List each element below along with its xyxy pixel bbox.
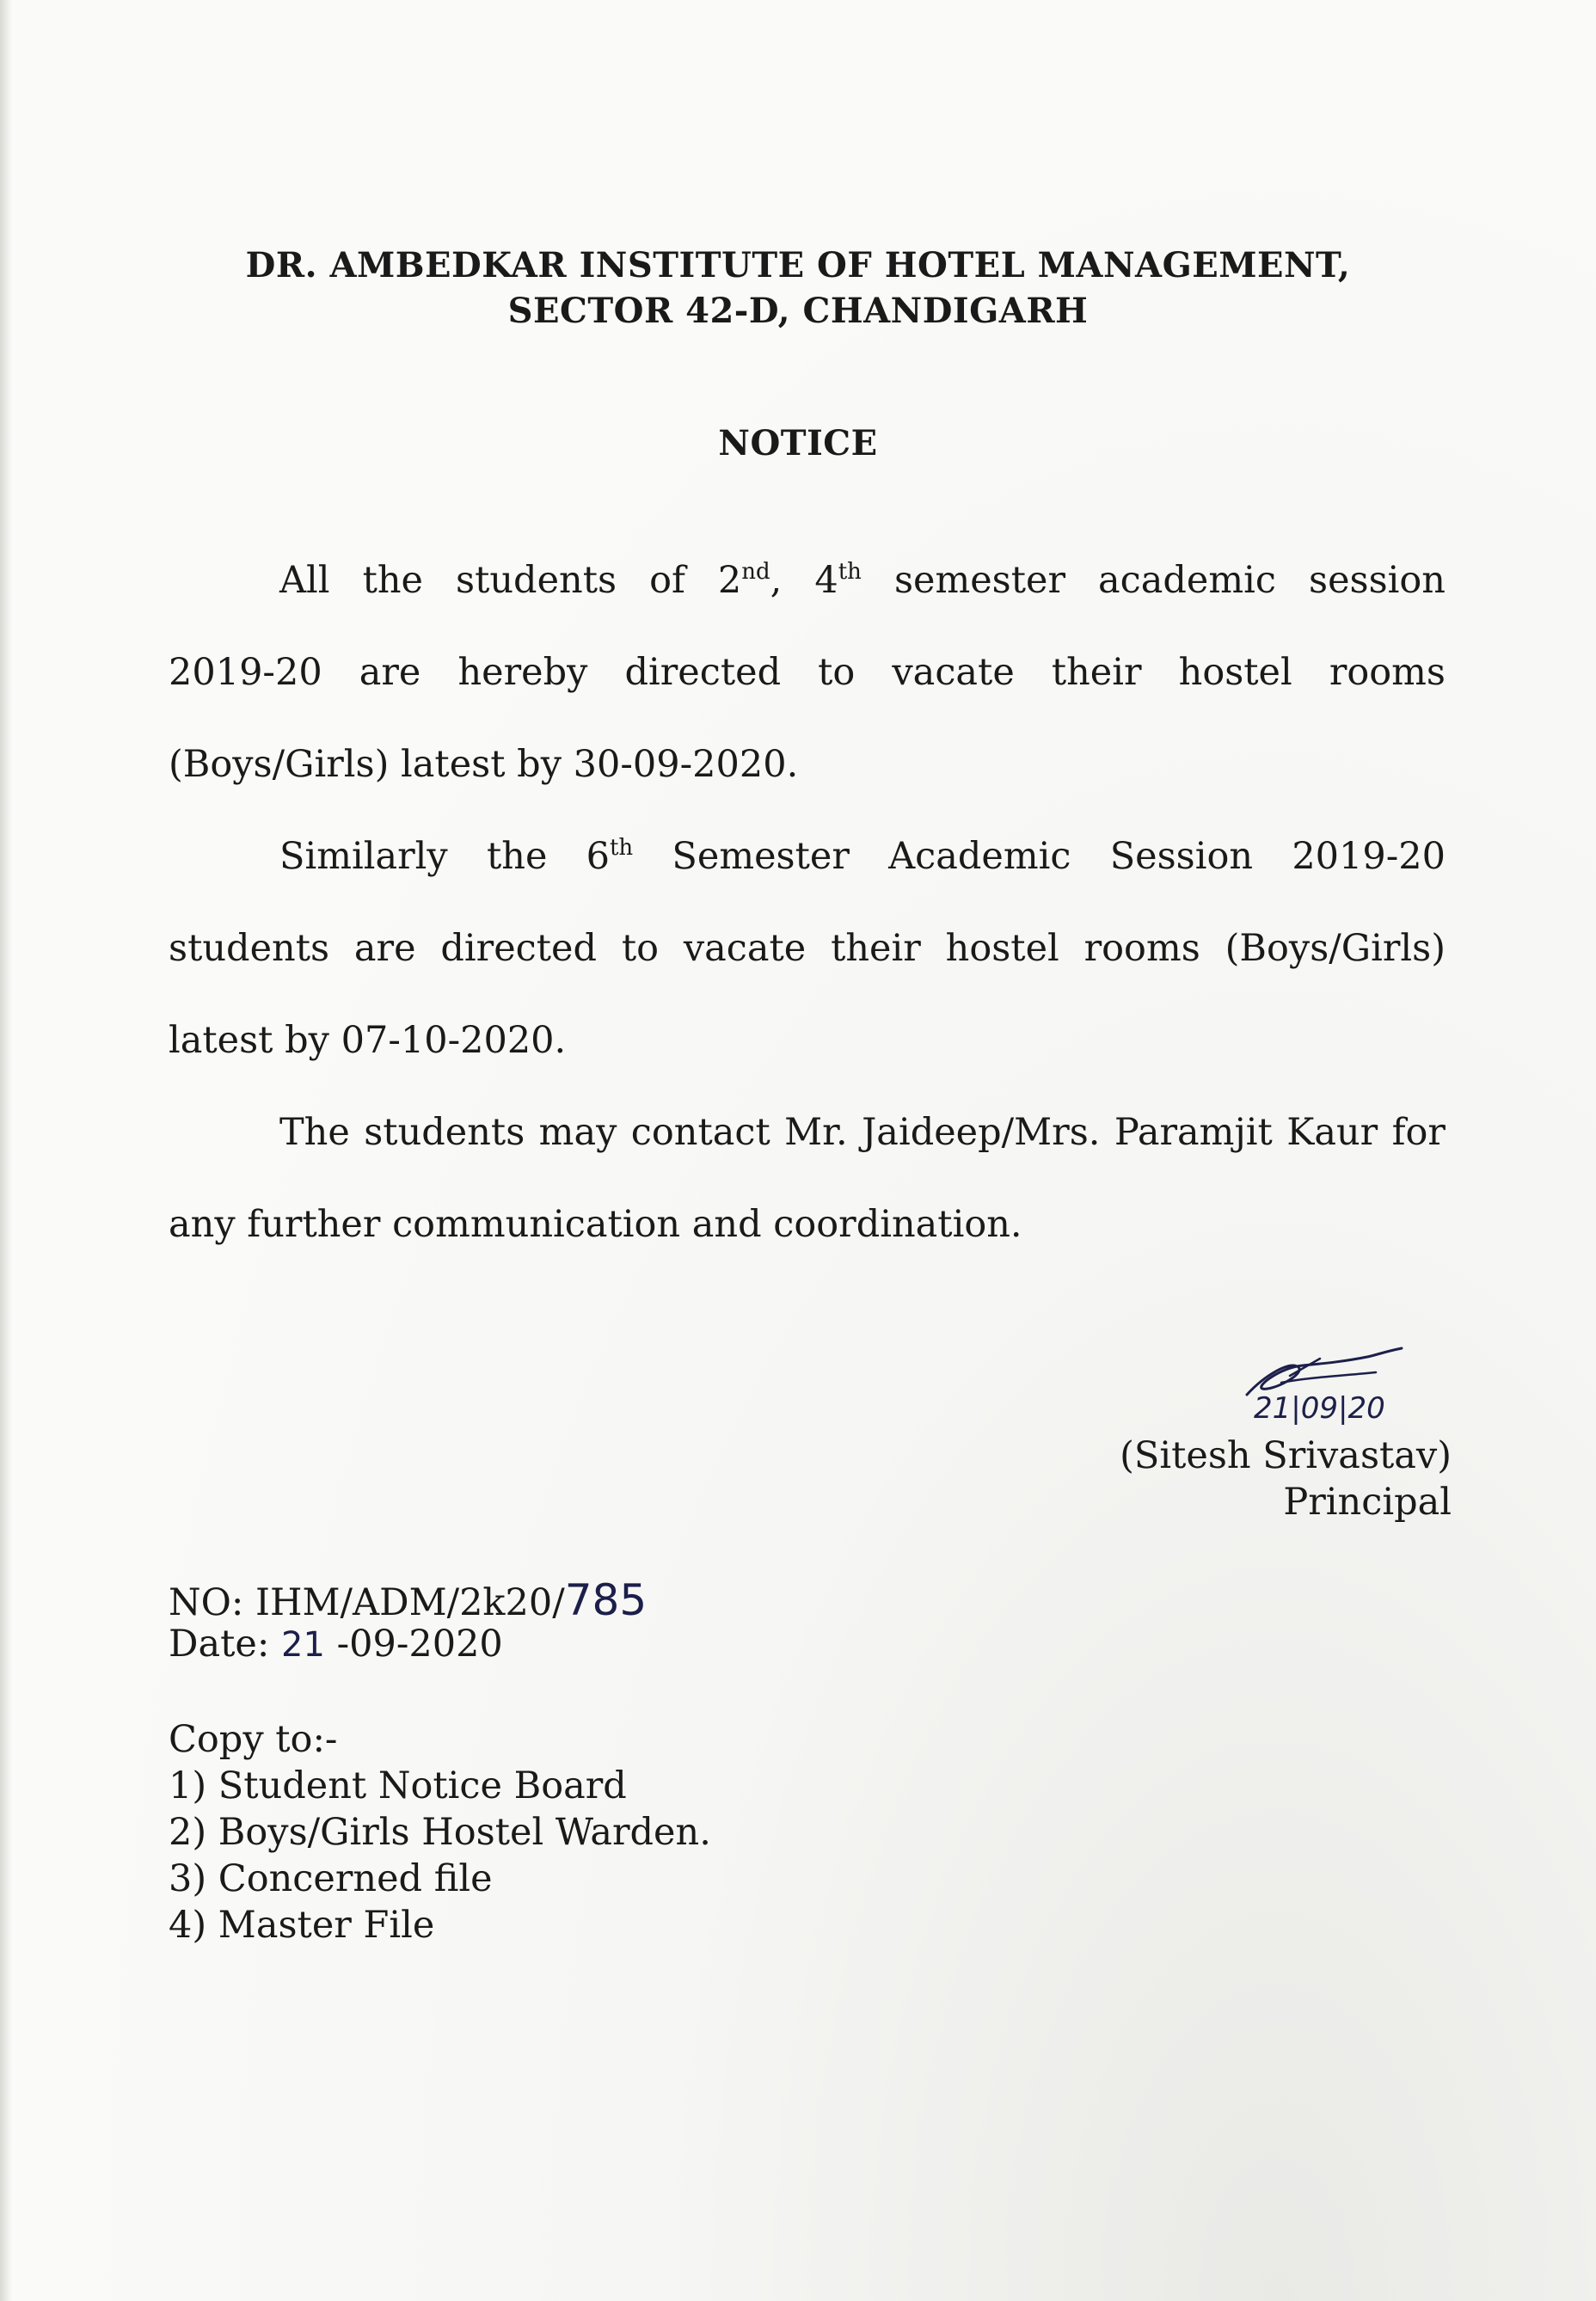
- handwritten-number: 785: [564, 1575, 648, 1625]
- word: the: [486, 835, 548, 878]
- copy-to-heading: Copy to:-: [169, 1718, 338, 1761]
- notice-title: NOTICE: [718, 423, 878, 463]
- copy-to-item: 4) Master File: [169, 1904, 435, 1947]
- word: academic: [1098, 559, 1276, 602]
- semester-6th: 6th: [586, 835, 634, 878]
- word: students: [456, 559, 617, 602]
- semester-2nd: 2nd,: [717, 559, 783, 602]
- signature-date: 21|09|20: [1254, 1391, 1385, 1426]
- reference-number: NO: IHM/ADM/2k20/785: [169, 1575, 648, 1625]
- words: Semester Academic Session 2019-20: [672, 835, 1446, 878]
- page-edge-shadow: [0, 0, 12, 2301]
- para2-line2: students are directed to vacate their hostel rooms (Boys/Girls): [169, 927, 1446, 970]
- para1-line2: 2019-20 are hereby directed to vacate their hostel rooms: [169, 651, 1446, 694]
- para3-line2: any further communication and coordination.: [169, 1203, 1022, 1246]
- para1-line1: [279, 559, 1446, 602]
- signatory-name: (Sitesh Srivastav): [1120, 1434, 1452, 1477]
- word: session: [1309, 559, 1446, 602]
- copy-to-item: 1) Student Notice Board: [169, 1764, 627, 1807]
- word: the: [362, 559, 423, 602]
- signatory-designation: Principal: [1283, 1481, 1452, 1524]
- word: of: [649, 559, 685, 602]
- copy-to-item: 2) Boys/Girls Hostel Warden.: [169, 1811, 711, 1854]
- reference-date: Date: 21 -09-2020: [169, 1623, 503, 1666]
- word: semester: [893, 559, 1066, 602]
- word: Similarly: [279, 835, 448, 878]
- para1-line3: (Boys/Girls) latest by 30-09-2020.: [169, 743, 799, 786]
- copy-to-item: 3) Concerned file: [169, 1857, 493, 1900]
- semester-4th: 4th: [814, 559, 862, 602]
- para2-line3: latest by 07-10-2020.: [169, 1019, 567, 1062]
- para3-line1: The students may contact Mr. Jaideep/Mrs. Paramjit Kaur for: [279, 1111, 1446, 1154]
- institute-name: DR. AMBEDKAR INSTITUTE OF HOTEL MANAGEMENT,: [245, 245, 1351, 285]
- handwritten-day: 21: [281, 1625, 325, 1665]
- para2-line1: [279, 835, 1446, 878]
- institute-address: SECTOR 42-D, CHANDIGARH: [507, 291, 1089, 331]
- word: All: [279, 559, 330, 602]
